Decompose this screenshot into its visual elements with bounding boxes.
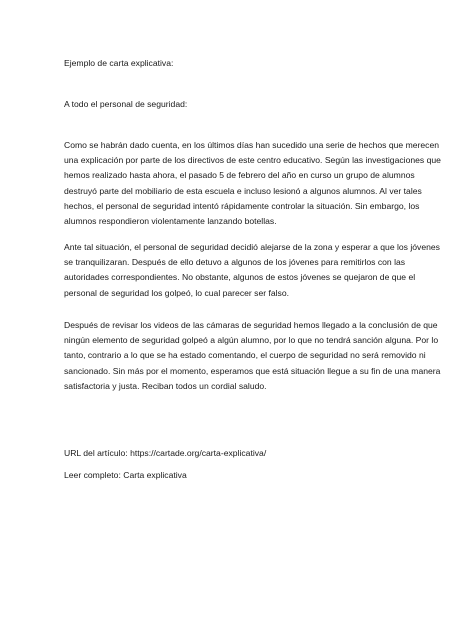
greeting — [64, 97, 187, 112]
paragraph-line: se tranquilizaran. Después de ello detuvo a algunos de los jóvenes para remitirlos con las — [64, 257, 406, 268]
document-heading — [64, 56, 173, 71]
paragraph-line: sancionado. Sin más por el momento, esperamos que está situación llegue a su fin de una manera — [64, 365, 441, 376]
paragraph-line: personal de seguridad los golpeó, lo cual parecer ser falso. — [64, 287, 290, 298]
article-url — [64, 446, 266, 461]
paragraph-line: Ante tal situación, el personal de seguridad decidió alejarse de la zona y esperar a que los jóvenes — [64, 242, 440, 252]
paragraph-1 — [64, 138, 441, 229]
paragraph-3 — [64, 318, 440, 394]
heading-text: Ejemplo de carta explicativa: — [64, 58, 174, 68]
paragraph-line: destruyó parte del mobiliario de esta escuela e incluso lesionó a algunos alumnos. Al ver tales — [64, 185, 422, 196]
read-more — [64, 468, 187, 483]
paragraph-line: ningún elemento de seguridad golpeó a algún alumno, por lo que no tendrá sanción alguna. Por lo — [64, 335, 439, 346]
read-more-text: Leer completo: Carta explicativa — [64, 470, 187, 480]
paragraph-2 — [64, 240, 440, 301]
paragraph-line: alumnos respondieron violentamente lanzando botellas. — [64, 215, 277, 226]
greeting-text: A todo el personal de seguridad: — [64, 99, 188, 109]
paragraph-line: hemos realizado hasta ahora, el pasado 5 de febrero del año en curso un grupo de alumnos — [64, 170, 415, 181]
paragraph-line: tanto, contrario a lo que se ha estado comentando, el cuerpo de seguridad no será removido ni — [64, 350, 426, 361]
article-url-text: URL del artículo: https://cartade.org/carta-explicativa/ — [64, 448, 267, 458]
paragraph-line: Después de revisar los videos de las cámaras de seguridad hemos llegado a la conclusión de que — [64, 320, 438, 330]
paragraph-line: una explicación por parte de los directivos de este centro educativo. Según las investigaciones que — [64, 155, 441, 166]
paragraph-line: hechos, el personal de seguridad intentó rápidamente controlar la situación. Sin embargo, los — [64, 200, 420, 211]
paragraph-line: Como se habrán dado cuenta, en los últimos días han sucedido una serie de hechos que merecen — [64, 140, 440, 150]
paragraph-line: autoridades correspondientes. No obstante, algunos de estos jóvenes se quejaron de que el — [64, 272, 416, 283]
paragraph-line: satisfactoria y justa. Reciban todos un cordial saludo. — [64, 380, 267, 391]
